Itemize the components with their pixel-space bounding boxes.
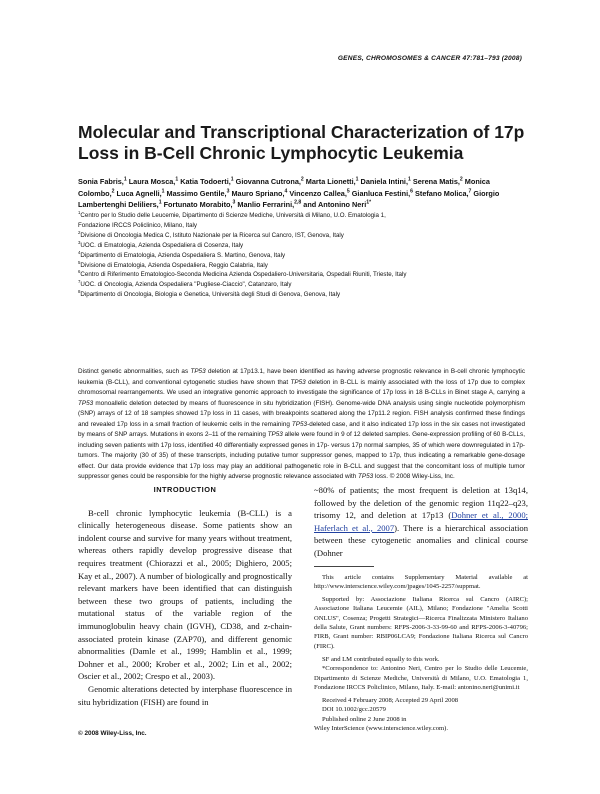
- copyright-footer: © 2008 Wiley-Liss, Inc.: [78, 730, 147, 737]
- right-column: [314, 484, 528, 733]
- intro-text-after-link: ). There is a hierarchical association between these cytogenetic anomalies and clinical course (Dohner: [314, 522, 528, 558]
- affiliation-line: [78, 221, 528, 231]
- affiliation-line: [78, 231, 528, 241]
- footnote-rule: [314, 566, 374, 567]
- article-title: Molecular and Transcriptional Characterization of 17p Loss in B-Cell Chronic Lymphocytic Leukemia: [78, 122, 525, 163]
- author-name: Marta Lionetti,: [305, 177, 356, 186]
- author-affiliation-marker: 3: [232, 199, 236, 206]
- gene-name: TP53: [267, 431, 283, 438]
- abstract: [78, 367, 525, 483]
- author-name: Giorgio Lambertenghi Deliliers,: [78, 188, 500, 209]
- abstract-text: deletion at 17p13.1, have been identified as having adverse prognostic relevance in B-cell chronic lymphocytic leukemia (B-CLL), and conventional cytogenetic studies have shown that: [78, 368, 526, 386]
- author-name: Massimo Gentile,: [166, 188, 227, 198]
- author-affiliation-marker: 2: [459, 176, 463, 183]
- affiliation-text: Divisione di Ematologia, Azienda Ospedaliera, Reggio Calabria, Italy: [80, 261, 268, 269]
- author-affiliation-marker: 1: [355, 176, 359, 183]
- doi-note: DOI 10.1002/gcc.20579: [322, 706, 386, 714]
- author-name: Laura Mosca,: [128, 177, 176, 186]
- author-affiliation-marker: 5: [346, 188, 350, 195]
- abstract-text: deletion in B-CLL is mainly associated with the loss of 17p due to complex chromosomal rearrangements. We used an integrative genomic approach to investigate the significance of 17p loss in 18 B-CLLs in Binet stage A, carrying a: [78, 378, 526, 396]
- left-column: [78, 484, 292, 708]
- affiliation-text: Divisione di Oncologia Medica C, Istituto Nazionale per la Ricerca sul Cancro, IST, Genova, Italy: [80, 231, 344, 239]
- published-note-2: Wiley InterScience (www.interscience.wiley.com).: [314, 725, 448, 733]
- received-note: Received 4 February 2008; Accepted 29 April 2008: [322, 697, 459, 705]
- author-affiliation-marker: 1: [161, 188, 165, 195]
- intro-paragraph-1: B-cell chronic lymphocytic leukemia (B-CLL) is a clinically heterogeneous disease. Some patients show an indolent course and survive for many years without treatment, whereas others rapidly develop progressive disease that requires treatment (Chiorazzi et al., 2005; Dighiero, 2005; Kay et al., 2007). A number of biologically and prognostically relevant markers have been identified that can distinguish between these two groups of patients, including the mutational status of the variable region of the immunoglobulin heavy chain (IGVH), CD38, and z-chain-associated protein kinase (ZAP70), and different genomic abnormalities (Damle et al., 1999; Hamblin et al., 1999; Dohner et al., 2000; Krober et al., 2002; Lin et al., 2002; Oscier et al., 2002; Crespo et al., 2003).: [78, 507, 292, 682]
- author-list: [78, 176, 528, 211]
- affiliation-text: UOC. di Oncologia, Azienda Ospedaliera "Pugliese-Ciaccio", Catanzaro, Italy: [80, 281, 292, 289]
- affiliation-marker: 5: [78, 259, 81, 265]
- abstract-text: -deleted case, and it also indicated 17p loss in the six cases not investigated by means of SNP arrays. Mutations in exons 2–11 of the remaining: [78, 420, 525, 438]
- author-affiliation-marker: 6: [410, 188, 413, 195]
- author-affiliation-marker: 1: [230, 176, 234, 183]
- author-name: Giovanna Cutrona,: [235, 177, 301, 186]
- affiliation-line: [78, 290, 528, 300]
- author-affiliation-marker: 2: [300, 176, 304, 183]
- abstract-text: loss. © 2008 Wiley-Liss, Inc.: [373, 473, 455, 480]
- published-note: Published online 2 June 2008 in: [322, 715, 407, 723]
- affiliation-line: [78, 280, 528, 290]
- introduction-heading: INTRODUCTION: [153, 485, 217, 494]
- gene-name: TP53: [78, 399, 94, 407]
- citation-link[interactable]: Dohner et al., 2000; Haferlach et al., 2007: [314, 510, 529, 533]
- author-affiliation-marker: 4: [284, 188, 288, 195]
- affiliation-marker: 6: [78, 269, 81, 275]
- author-affiliation-marker: 1*: [366, 199, 372, 206]
- author-affiliation-marker: 1: [407, 176, 411, 183]
- author-name: Daniela Intini,: [360, 177, 408, 186]
- author-name: Gianluca Festini,: [351, 188, 411, 198]
- affiliation-line: [78, 261, 528, 271]
- intro-text-before-link: ~80% of patients; the most frequent is deletion at 13q14, followed by the deletion of the genomic region 11q22–q23, trisomy 12, and deletion at 17p13 (: [314, 485, 528, 521]
- author-affiliation-marker: 1: [158, 199, 162, 206]
- abstract-text: monoallelic deletion detected by means of fluorescence in situ hybridization (FISH). Genome-wide DNA analysis using single nucleotide polymorphism (SNP) arrays of 12 of 18 samples showed 17p loss in 11 cases, with breakpoints scattered along the 17p11.2 region. FISH analysis confirmed these findings and revealed 17p loss in a small fraction of leukemic cells in the remaining: [78, 399, 525, 428]
- author-affiliation-marker: 3: [226, 188, 230, 195]
- affiliation-text: Dipartimento di Ematologia, Azienda Ospedaliera S. Martino, Genova, Italy: [80, 251, 286, 259]
- abstract-text: Distinct genetic abnormalities, such as: [78, 368, 191, 375]
- author-name: and Antonino Neri: [303, 200, 367, 209]
- author-name: Sonia Fabris,: [78, 177, 124, 186]
- gene-name: TP53: [190, 368, 206, 375]
- author-name: Vincenzo Callea,: [289, 188, 347, 198]
- correspondence-note: *Correspondence to: Antonino Neri, Centro per lo Studio delle Leucemie, Dipartimento di Scienze Mediche, Università di Milano, U.O. Ematologia 1, Fondazione IRCCS Policlinico, Milano, Italy. E-mail: antonino.neri@unimi.it: [314, 665, 528, 691]
- journal-header: GENES, CHROMOSOMES & CANCER 47:781–793 (2008): [337, 55, 522, 62]
- affiliation-text: UOC. di Ematologia, Azienda Ospedaliera di Cosenza, Italy: [80, 241, 244, 249]
- author-name: Stefano Molica,: [415, 188, 469, 198]
- author-name: Manlio Ferrarini,: [237, 200, 295, 209]
- affiliation-marker: 8: [78, 289, 81, 295]
- intro-paragraph-continued: [314, 484, 528, 560]
- author-affiliation-marker: 7: [468, 188, 472, 195]
- intro-paragraph-2: Genomic alterations detected by interphase fluorescence in situ hybridization (FISH) are found in: [78, 683, 292, 707]
- gene-name: TP53: [291, 420, 308, 428]
- affiliation-line: [78, 241, 528, 251]
- author-name: Serena Matis,: [412, 177, 460, 186]
- affiliation-line: [78, 251, 528, 261]
- author-affiliation-marker: 2,8: [294, 199, 302, 206]
- affiliation-marker: 3: [78, 239, 81, 245]
- abstract-text: allele were found in 9 of 12 deleted samples. Gene-expression profiling of 60 B-CLLs, including seven patients with 17p loss, identified 40 differentially expressed genes in 17p- versus 17p normal samples, 35 of which were downregulated in 17p- tumors. The majority (30 of 35) of these transcripts, including putative tumor suppressor genes, mapped to 17p, thus indicating a remarkable gene-dosage effect. Our data provide evidence that 17p loss may play an additional pathogenetic role in B-CLL and suggest that the concomitant loss of multiple tumor suppressor genes could be responsible for the highly adverse prognostic relevance associated with: [78, 431, 525, 480]
- gene-name: TP53: [358, 473, 374, 480]
- author-name: Katia Todoerti,: [180, 177, 231, 186]
- affiliation-marker: 2: [78, 229, 81, 235]
- affiliation-text: Centro di Riferimento Ematologico-Seconda Medicina Azienda Ospedaliero-Universitaria, Ospedali Riuniti, Trieste, Italy: [80, 271, 407, 279]
- affiliation-text: Fondazione IRCCS Policlinico, Milano, Italy: [78, 221, 197, 229]
- affiliation-marker: 7: [78, 279, 81, 285]
- footnotes: [314, 573, 528, 734]
- equal-contribution-note: SF and LM contributed equally to this work.: [322, 655, 440, 663]
- author-name: Mauro Spriano,: [231, 188, 285, 198]
- funding-note: Supported by: Associazione Italiana Ricerca sul Cancro (AIRC); Associazione Italiana Leucemie (AIL), Milano; Fondazione "Amelia Scotti ONLUS", Cosenza; Progetti Strategici—Ricerca Finalizzata Ministero Italiano della Salute, Grant numbers: RFPS-2006-3-33-99-60 and RFPS-2006-3-40796; FIRB, Grant number: RBIP06LCA9; Fondazione Italiana Ricerca sul Cancro (FIRC).: [314, 596, 528, 650]
- author-affiliation-marker: 1: [175, 176, 179, 183]
- author-name: Fortunato Morabito,: [163, 200, 233, 209]
- affiliation-line: [78, 270, 528, 280]
- affiliation-text: Centro per lo Studio delle Leucemie, Dipartimento di Scienze Mediche, Università di Milano, U.O. Ematologia 1,: [80, 212, 386, 219]
- affiliation-line: [78, 211, 528, 221]
- affiliation-marker: 4: [78, 249, 81, 255]
- affiliation-text: Dipartimento di Oncologia, Biologia e Genetica, Università degli Studi di Genova, Genova, Italy: [80, 291, 341, 299]
- author-affiliation-marker: 2: [111, 188, 115, 195]
- affiliation-list: [78, 211, 528, 300]
- author-affiliation-marker: 1: [123, 176, 127, 183]
- gene-name: TP53: [290, 378, 306, 386]
- author-name: Luca Agnelli,: [116, 188, 162, 198]
- author-name: Monica Colombo,: [78, 177, 490, 198]
- affiliation-marker: 1: [78, 209, 81, 215]
- supplementary-note: This article contains Supplementary Material available at http://www.interscience.wiley.com/jpages/1045-2257/suppmat.: [314, 573, 528, 590]
